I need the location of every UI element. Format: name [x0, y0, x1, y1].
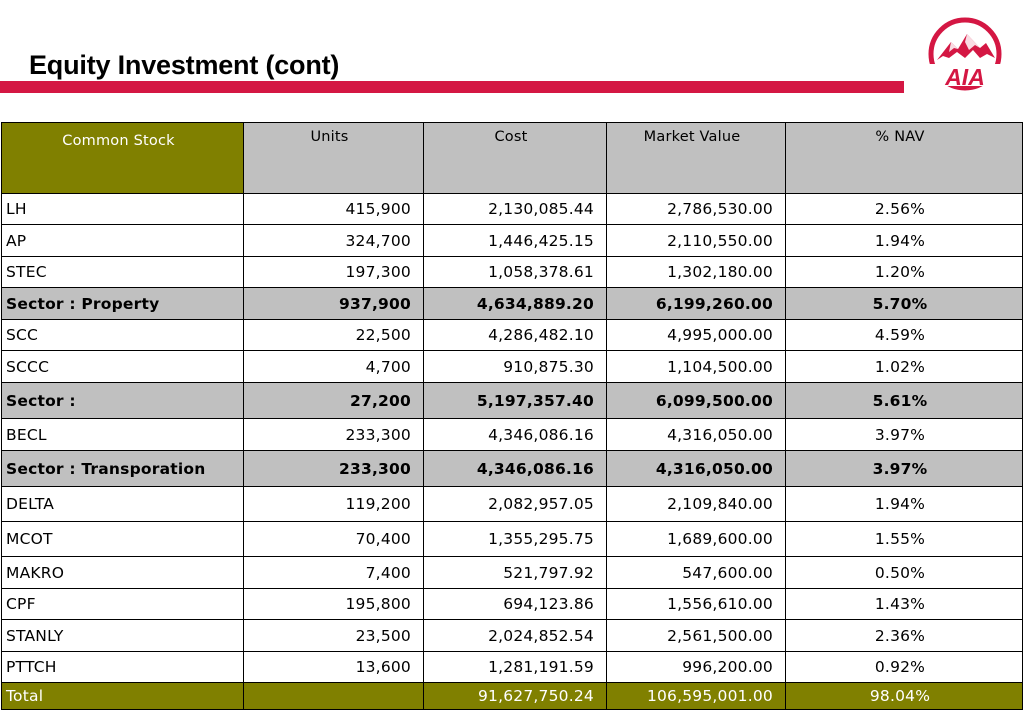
table-row — [2, 225, 1023, 257]
cell-cost: 1,355,295.75 — [424, 522, 607, 557]
cell-units: 324,700 — [244, 225, 424, 257]
cell-nav: 0.92% — [786, 652, 1023, 683]
cell-name: CPF — [2, 589, 244, 620]
cell-units: 23,500 — [244, 620, 424, 652]
cell-market-value: 1,302,180.00 — [607, 257, 786, 288]
cell-units: 195,800 — [244, 589, 424, 620]
cell-market-value: 2,110,550.00 — [607, 225, 786, 257]
cell-market-value: 2,109,840.00 — [607, 487, 786, 522]
cell-nav: 1.02% — [786, 351, 1023, 383]
cell-cost: 4,286,482.10 — [424, 320, 607, 351]
header-common-stock: Common Stock — [2, 123, 244, 194]
table-row — [2, 351, 1023, 383]
table-row — [2, 620, 1023, 652]
cell-market-value: 996,200.00 — [607, 652, 786, 683]
cell-name: SCCC — [2, 351, 244, 383]
cell-cost: 4,634,889.20 — [424, 288, 607, 320]
cell-name: Total — [2, 683, 244, 710]
cell-cost: 4,346,086.16 — [424, 451, 607, 487]
cell-nav: 1.55% — [786, 522, 1023, 557]
cell-nav: 2.36% — [786, 620, 1023, 652]
cell-units: 119,200 — [244, 487, 424, 522]
cell-name: STEC — [2, 257, 244, 288]
header-cost: Cost — [424, 123, 607, 194]
cell-cost: 5,197,357.40 — [424, 383, 607, 419]
cell-market-value: 1,689,600.00 — [607, 522, 786, 557]
cell-cost: 2,024,852.54 — [424, 620, 607, 652]
cell-nav: 0.50% — [786, 557, 1023, 589]
sector-subtotal-row — [2, 451, 1023, 487]
table-row — [2, 419, 1023, 451]
cell-market-value: 4,316,050.00 — [607, 419, 786, 451]
cell-nav: 1.94% — [786, 225, 1023, 257]
cell-units: 937,900 — [244, 288, 424, 320]
header-market-value: Market Value — [607, 123, 786, 194]
cell-market-value: 4,995,000.00 — [607, 320, 786, 351]
cell-cost: 521,797.92 — [424, 557, 607, 589]
table-row — [2, 652, 1023, 683]
table-row — [2, 589, 1023, 620]
cell-name: DELTA — [2, 487, 244, 522]
cell-name: MCOT — [2, 522, 244, 557]
cell-nav: 3.97% — [786, 451, 1023, 487]
cell-nav: 4.59% — [786, 320, 1023, 351]
cell-name: Sector : Property — [2, 288, 244, 320]
cell-nav: 1.43% — [786, 589, 1023, 620]
total-row — [2, 683, 1023, 710]
table-row — [2, 320, 1023, 351]
cell-units: 27,200 — [244, 383, 424, 419]
table-row — [2, 194, 1023, 225]
cell-cost: 4,346,086.16 — [424, 419, 607, 451]
cell-market-value: 2,786,530.00 — [607, 194, 786, 225]
cell-market-value: 106,595,001.00 — [607, 683, 786, 710]
cell-name: PTTCH — [2, 652, 244, 683]
cell-market-value: 6,099,500.00 — [607, 383, 786, 419]
cell-nav: 98.04% — [786, 683, 1023, 710]
cell-market-value: 2,561,500.00 — [607, 620, 786, 652]
cell-units: 7,400 — [244, 557, 424, 589]
title-underline-bar — [0, 81, 904, 93]
cell-market-value: 547,600.00 — [607, 557, 786, 589]
cell-name: MAKRO — [2, 557, 244, 589]
cell-market-value: 1,104,500.00 — [607, 351, 786, 383]
cell-units: 22,500 — [244, 320, 424, 351]
cell-cost: 694,123.86 — [424, 589, 607, 620]
page-title: Equity Investment (cont) — [29, 50, 340, 80]
cell-nav: 2.56% — [786, 194, 1023, 225]
cell-market-value: 1,556,610.00 — [607, 589, 786, 620]
cell-nav: 5.70% — [786, 288, 1023, 320]
cell-units: 70,400 — [244, 522, 424, 557]
aia-logo-icon — [925, 14, 1005, 94]
sector-subtotal-row — [2, 288, 1023, 320]
table-row — [2, 487, 1023, 522]
cell-name: AP — [2, 225, 244, 257]
cell-cost: 910,875.30 — [424, 351, 607, 383]
equity-table — [1, 122, 1023, 710]
cell-cost: 1,281,191.59 — [424, 652, 607, 683]
cell-units: 233,300 — [244, 419, 424, 451]
cell-market-value: 4,316,050.00 — [607, 451, 786, 487]
cell-cost: 91,627,750.24 — [424, 683, 607, 710]
cell-units — [244, 683, 424, 710]
cell-units: 233,300 — [244, 451, 424, 487]
cell-cost: 2,082,957.05 — [424, 487, 607, 522]
cell-units: 4,700 — [244, 351, 424, 383]
cell-nav: 1.20% — [786, 257, 1023, 288]
cell-market-value: 6,199,260.00 — [607, 288, 786, 320]
table-row — [2, 257, 1023, 288]
cell-units: 415,900 — [244, 194, 424, 225]
header-units: Units — [244, 123, 424, 194]
cell-name: LH — [2, 194, 244, 225]
cell-name: Sector : — [2, 383, 244, 419]
table-header-row — [2, 123, 1023, 194]
cell-cost: 2,130,085.44 — [424, 194, 607, 225]
cell-units: 13,600 — [244, 652, 424, 683]
cell-name: Sector : Transporation — [2, 451, 244, 487]
cell-nav: 3.97% — [786, 419, 1023, 451]
cell-name: STANLY — [2, 620, 244, 652]
cell-nav: 1.94% — [786, 487, 1023, 522]
cell-name: BECL — [2, 419, 244, 451]
sector-subtotal-row — [2, 383, 1023, 419]
table-row — [2, 522, 1023, 557]
table-row — [2, 557, 1023, 589]
logo-text: AIA — [945, 64, 985, 90]
cell-name: SCC — [2, 320, 244, 351]
cell-cost: 1,058,378.61 — [424, 257, 607, 288]
cell-nav: 5.61% — [786, 383, 1023, 419]
header-nav: % NAV — [786, 123, 1023, 194]
cell-cost: 1,446,425.15 — [424, 225, 607, 257]
cell-units: 197,300 — [244, 257, 424, 288]
